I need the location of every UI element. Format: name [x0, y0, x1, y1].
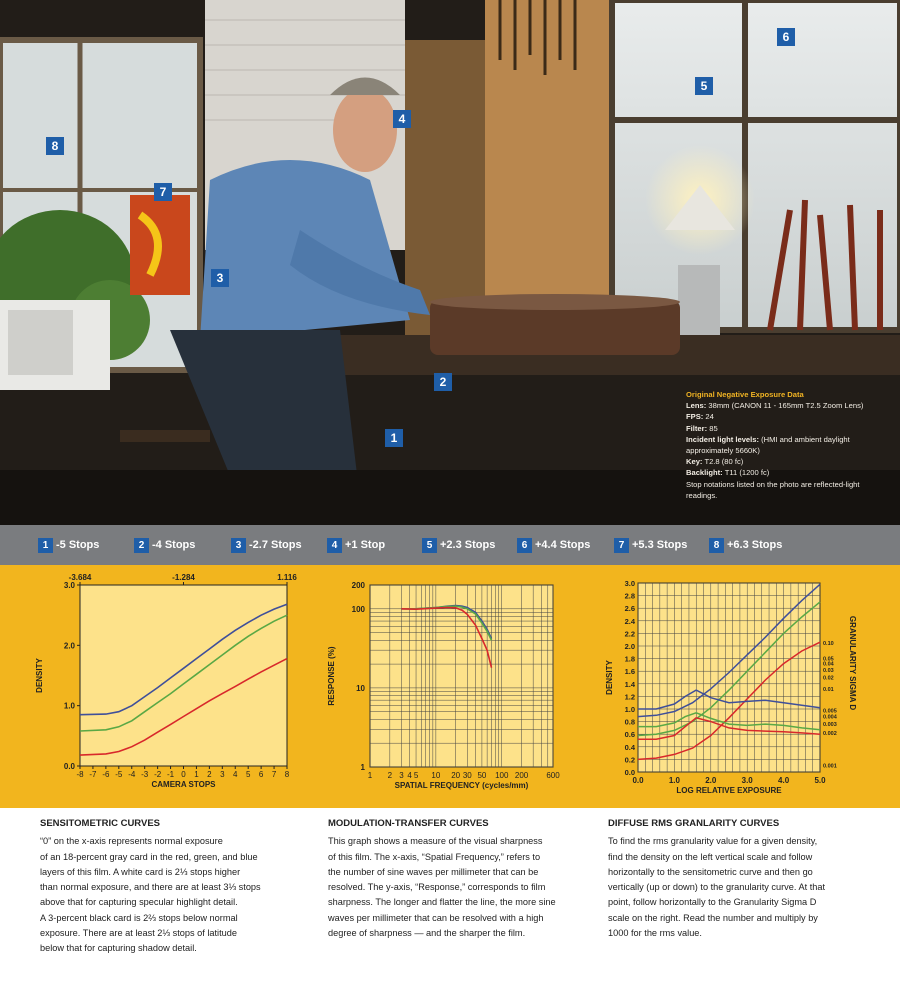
- exposure-line: FPS: 24: [686, 412, 714, 422]
- y2-tick-label: 0.005: [823, 708, 837, 715]
- stop-legend-3: 3 -2.7 Stops: [231, 536, 302, 554]
- y-tick-label: 0.8: [624, 717, 635, 727]
- caption-line: above that for capturing specular highlight detail.: [40, 897, 238, 908]
- stops-legend-bar: [0, 525, 900, 565]
- caption-line: To find the rms granularity value for a given density,: [608, 836, 818, 847]
- caption-line: exposure. There are at least 2⅓ stops of latitude: [40, 928, 237, 939]
- caption-line: of an 18-percent gray card in the red, green, and blue: [40, 851, 258, 862]
- stop-marker-1: 1: [385, 429, 403, 447]
- caption-line: This graph shows a measure of the visual sharpness: [328, 836, 543, 847]
- y2-tick-label: 0.01: [823, 686, 834, 693]
- caption-line: find the density on the left vertical scale and follow: [608, 851, 813, 862]
- x-tick-label: 200: [514, 771, 529, 780]
- y-tick-label: 1.2: [624, 692, 635, 702]
- stop-marker-8: 8: [46, 137, 64, 155]
- y-tick-label: 1: [360, 763, 365, 772]
- x-tick-label: 100: [495, 771, 509, 780]
- sensitometric-chart: [30, 565, 300, 808]
- x-tick-label: 10: [431, 771, 441, 780]
- y-tick-label: 10: [356, 683, 365, 693]
- y2-tick-label: 0.003: [823, 722, 837, 729]
- x-axis-label: SPATIAL FREQUENCY (cycles/mm): [394, 781, 529, 790]
- stop-legend-2: 2 -4 Stops: [134, 536, 195, 554]
- x-tick-label: 8: [284, 770, 290, 779]
- caption-line: layers of this film. A white card is 2⅓ stops higher: [40, 866, 241, 877]
- x-tick-label: 0: [181, 770, 186, 779]
- stop-marker-3: 3: [211, 269, 229, 287]
- caption-title: MODULATION-TRANSFER CURVES: [328, 818, 489, 829]
- exposure-data-panel: [686, 389, 891, 501]
- x-tick-label: 50: [477, 771, 487, 780]
- x-tick-label: 6: [258, 770, 264, 779]
- exposure-line: Filter: 85: [686, 423, 718, 433]
- top-tick-label: -3.684: [68, 573, 92, 582]
- y-tick-label: 1.0: [63, 701, 75, 711]
- caption-line: 1000 for the rms value.: [608, 928, 702, 939]
- y2-tick-label: 0.02: [823, 675, 834, 682]
- x-tick-label: 1.0: [668, 776, 680, 785]
- x-tick-label: -3: [141, 770, 149, 779]
- stop-marker-6: 6: [777, 28, 795, 46]
- y-tick-label: 2.4: [624, 616, 635, 626]
- y-tick-label: 100: [351, 604, 365, 614]
- x-tick-label: -7: [89, 770, 97, 779]
- y-tick-label: 0.4: [624, 742, 635, 752]
- x-tick-label: -1: [167, 770, 175, 779]
- caption-line: vertically (up or down) to the granularity curve. At that: [608, 882, 826, 893]
- y-tick-label: 2.6: [624, 604, 635, 614]
- top-tick-label: -1.284: [172, 573, 195, 582]
- stop-legend-5: 5 +2.3 Stops: [422, 536, 495, 554]
- granularity-chart: [600, 565, 900, 808]
- x-tick-label: 7: [271, 770, 277, 779]
- caption-line: waves per millimeter that can be resolved with a high: [328, 912, 544, 923]
- stop-marker-4: 4: [393, 110, 411, 128]
- x-tick-label: -8: [76, 770, 84, 779]
- y2-tick-label: 0.002: [823, 730, 837, 737]
- y-tick-label: 3.0: [63, 581, 75, 590]
- y-tick-label: 200: [351, 581, 365, 590]
- y-tick-label: 1.8: [624, 654, 635, 664]
- caption-sensitometric: [40, 816, 310, 957]
- exposure-heading: Original Negative Exposure Data: [686, 390, 804, 399]
- y2-axis-label: GRANULARITY SIGMA D: [848, 615, 857, 711]
- x-tick-label: 0.0: [632, 776, 644, 785]
- stop-legend-7: 7 +5.3 Stops: [614, 536, 687, 554]
- caption-line: point, follow horizontally to the Granularity Sigma D: [608, 897, 817, 908]
- x-tick-label: 30: [462, 771, 472, 780]
- caption-line: scale on the right. Read the number and multiply by: [608, 912, 818, 923]
- x-tick-label: 4.0: [778, 776, 790, 785]
- caption-line: A 3-percent black card is 2⅔ stops below normal: [40, 912, 238, 923]
- plot-area: [638, 583, 820, 772]
- y-tick-label: 0.6: [624, 730, 635, 740]
- stop-marker-5: 5: [695, 77, 713, 95]
- caption-title: SENSITOMETRIC CURVES: [40, 818, 161, 829]
- x-tick-label: 5.0: [814, 776, 826, 785]
- x-tick-label: 4: [407, 771, 412, 780]
- x-tick-label: 1: [367, 771, 373, 780]
- x-axis-label: CAMERA STOPS: [151, 780, 216, 789]
- caption-line: sharpness. The longer and flatter the line, the more sine: [328, 897, 556, 908]
- caption-line: horizontally to the sensitometric curve and then go: [608, 866, 813, 877]
- y-tick-label: 0.0: [63, 762, 75, 771]
- caption-granularity: [608, 816, 893, 941]
- y2-tick-label: 0.004: [823, 714, 837, 721]
- y-axis-label: DENSITY: [35, 658, 44, 693]
- y2-tick-label: 0.04: [823, 661, 834, 668]
- x-tick-label: -4: [128, 770, 136, 779]
- x-tick-label: 3: [399, 771, 404, 780]
- x-tick-label: 4: [233, 770, 238, 779]
- y-tick-label: 2.0: [63, 641, 75, 651]
- y2-tick-label: 0.10: [823, 640, 834, 647]
- x-tick-label: 3.0: [741, 776, 753, 785]
- x-tick-label: 5: [413, 771, 419, 780]
- x-tick-label: -2: [154, 770, 162, 779]
- y-tick-label: 1.6: [624, 667, 635, 677]
- exposure-line: Key: T2.8 (80 fc): [686, 457, 744, 467]
- stop-legend-4: 4 +1 Stop: [327, 536, 385, 554]
- caption-mtf: [328, 816, 598, 941]
- x-tick-label: 2: [387, 771, 393, 780]
- caption-line: the number of sine waves per millimeter that can be: [328, 866, 539, 877]
- x-tick-label: 600: [546, 771, 560, 780]
- y-tick-label: 3.0: [624, 579, 635, 588]
- y-tick-label: 2.0: [624, 642, 635, 651]
- y2-tick-label: 0.05: [823, 656, 834, 663]
- exposure-line: Stop notations listed on the photo are reflected-light readings.: [686, 479, 860, 500]
- stop-legend-1: 1 -5 Stops: [38, 536, 99, 554]
- caption-line: below that for capturing shadow detail.: [40, 943, 197, 954]
- y-tick-label: 0.0: [624, 768, 635, 777]
- x-tick-label: -5: [115, 770, 123, 779]
- caption-title: DIFFUSE RMS GRANLARITY CURVES: [608, 818, 780, 829]
- x-tick-label: 3: [220, 770, 225, 779]
- mtf-chart: [320, 565, 585, 808]
- y-tick-label: 1.4: [624, 679, 635, 689]
- stop-legend-6: 6 +4.4 Stops: [517, 536, 590, 554]
- stop-marker-7: 7: [154, 183, 172, 201]
- x-tick-label: 2: [207, 770, 212, 779]
- caption-line: resolved. The y-axis, “Response,” corresponds to film: [328, 882, 546, 893]
- top-tick-label: 1.116: [277, 573, 297, 582]
- charts-band: [0, 565, 900, 808]
- y2-tick-label: 0.001: [823, 763, 837, 770]
- exposure-line: Incident light levels: (HMI and ambient daylight approximately 5660K): [686, 434, 850, 456]
- captions-area: [0, 808, 900, 981]
- exposure-line: Lens: 38mm (CANON 11 - 165mm T2.5 Zoom Lens): [686, 401, 864, 411]
- y-tick-label: 0.2: [624, 755, 635, 765]
- y2-tick-label: 0.03: [823, 667, 834, 674]
- stop-legend-8: 8 +6.3 Stops: [709, 536, 782, 554]
- exposure-line: Backlight: T11 (1200 fc): [686, 468, 770, 478]
- x-tick-label: 1: [194, 770, 199, 779]
- caption-line: of this film. The x-axis, “Spatial Frequency,” refers to: [328, 851, 541, 862]
- y-axis-label: DENSITY: [605, 660, 614, 695]
- x-tick-label: -6: [102, 770, 110, 779]
- x-tick-label: 2.0: [705, 776, 717, 785]
- x-tick-label: 20: [451, 771, 461, 780]
- x-axis-label: LOG RELATIVE EXPOSURE: [676, 786, 782, 795]
- caption-line: “0” on the x-axis represents normal exposure: [40, 836, 223, 847]
- caption-line: degree of sharpness — and the sharper the film.: [328, 928, 526, 939]
- y-tick-label: 2.2: [624, 629, 635, 639]
- y-axis-label: RESPONSE (%): [327, 646, 336, 706]
- stop-marker-2: 2: [434, 373, 452, 391]
- y-tick-label: 2.8: [624, 591, 635, 601]
- x-tick-label: 5: [245, 770, 251, 779]
- y-tick-label: 1.0: [624, 705, 635, 714]
- caption-line: than normal exposure, and there are at least 3⅓ stops: [40, 882, 261, 893]
